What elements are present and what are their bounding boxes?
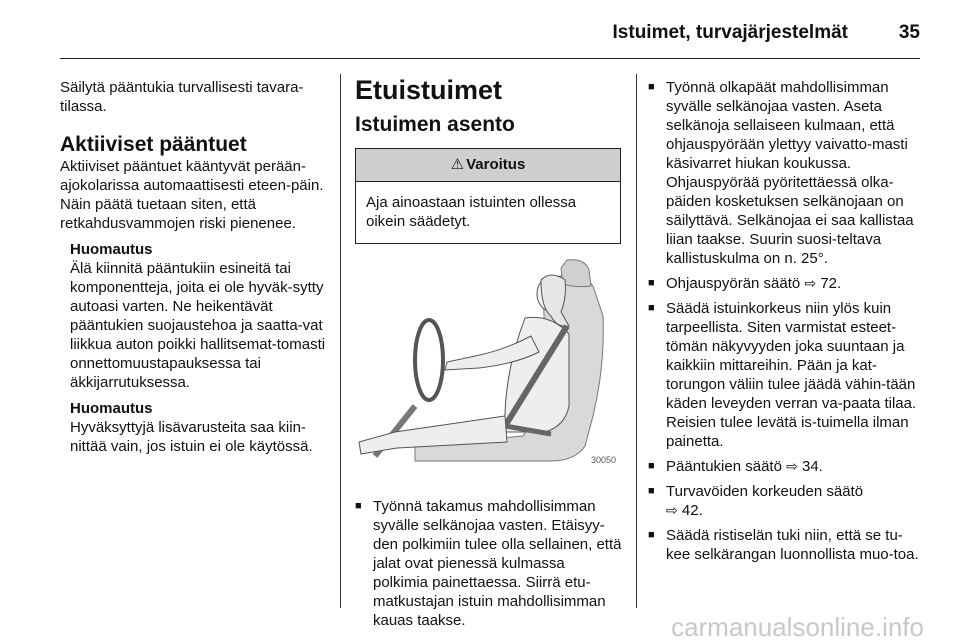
list-item-text: Säädä ristiselän tuki niin, että se tu-kee selkärangan luonnollista muo-toa.	[666, 527, 919, 563]
bullet-icon: ■	[355, 500, 362, 512]
list-item-text: Ohjauspyörän säätö	[666, 275, 801, 292]
subsection-heading: Istuimen asento	[355, 113, 515, 136]
list-item-text: Pääntukien säätö	[666, 458, 782, 475]
page-reference-icon: ⇨	[786, 458, 798, 474]
section-heading: Aktiiviset pääntuet	[60, 133, 247, 156]
note-box	[70, 400, 330, 456]
list-item	[648, 482, 923, 520]
bullet-icon: ■	[648, 81, 655, 93]
note-box	[70, 241, 330, 392]
note-text: Hyväksyttyjä lisävarusteita saa kiin-nittää vain, jos istuin ei ole käytössä.	[70, 419, 313, 455]
intro-paragraph: Säilytä pääntukia turvallisesti tavara-tilassa.	[60, 79, 304, 115]
list-item	[355, 497, 623, 630]
column-middle	[355, 70, 623, 636]
list-item-text: Työnnä takamus mahdollisimman syvälle selkänojaa vasten. Etäisyy-den polkimiin tulee olla sellainen, että jalat ovat pienessä kulmassa polkimia painettaessa. Siirrä etu-matkustajan istuin mahdollisimman kauas taakse.	[373, 498, 622, 629]
page-number: 35	[898, 22, 920, 43]
column-right	[648, 70, 923, 570]
page-header	[60, 14, 920, 59]
warning-header	[356, 149, 620, 182]
bullet-icon: ■	[648, 460, 655, 472]
list-item	[648, 457, 923, 476]
note-title: Huomautus	[70, 400, 153, 417]
page-reference-icon: ⇨	[804, 275, 817, 291]
bullet-icon: ■	[648, 277, 655, 289]
warning-title: Varoitus	[466, 156, 526, 173]
warning-icon: ⚠	[450, 156, 465, 173]
page-reference-icon: ⇨	[666, 502, 678, 518]
section-body: Aktiiviset pääntuet kääntyvät perään-ajokolarissa automaattisesti eteen-päin. Näin päätä tuetaan siten, että retkahdusvammojen riski pienenee.	[60, 158, 324, 232]
note-text: Älä kiinnitä pääntukiin esineitä tai komponentteja, joita ei ole hyväk-sytty autoasi varten. Ne heikentävät pääntukien suojaustehoa ja saatta-vat liikkua auton poikki hallitsemat-tomasti onnettomuustapauksessa tai äkkijarrutuksessa.	[70, 260, 326, 391]
warning-text: Aja ainoastaan istuinten ollessa oikein säädetyt.	[366, 194, 577, 230]
driver-seat-icon	[355, 256, 623, 471]
list-item	[648, 299, 923, 451]
seat-position-illustration	[355, 256, 623, 471]
chapter-heading: Etuistuimet	[355, 75, 503, 105]
page-reference-link[interactable]: 42.	[681, 502, 703, 519]
warning-box	[355, 148, 621, 244]
bullet-icon: ■	[648, 302, 655, 314]
column-divider	[340, 74, 341, 608]
watermark-brand: carmanualsonline.info	[671, 612, 924, 642]
page-reference-link[interactable]: 72.	[820, 275, 842, 292]
list-item-text: Turvavöiden korkeuden säätö	[666, 483, 864, 500]
column-left	[60, 70, 330, 456]
header-title: Istuimet, turvajärjestelmät	[612, 22, 848, 43]
list-item	[648, 526, 923, 564]
page-reference-link[interactable]: 34.	[802, 458, 823, 475]
column-divider	[636, 74, 637, 608]
note-title: Huomautus	[70, 241, 153, 258]
bullet-icon: ■	[648, 529, 655, 541]
list-item-text: Työnnä olkapäät mahdollisimman syvälle selkänojaa vasten. Aseta selkänoja sellaiseen kulmaan, että ohjauspyörään ylettyy vaivatto-masti käsivarret hiukan koukussa. Ohjauspyörää pyöritettäessä olka-päiden kosketuksen selkänojaan on säilyttävä. Selkänojaa ei saa kallistaa liian taakse. Suurin suosi-teltava kallistuskulma on n. 25°.	[666, 79, 914, 267]
list-item	[648, 78, 923, 268]
figure-number: 30050	[591, 455, 617, 465]
list-item-text: Säädä istuinkorkeus niin ylös kuin tarpeellista. Siten varmistat esteet-tömän näkyvyyden joka suuntaan ja kaikkiin mittareihin. Pään ja kat-torungon väliin tulee jäädä vähin-tään käden leveyden verran va-paata tilaa. Reisien tulee levätä is-tuimella ilman painetta.	[666, 300, 917, 450]
bullet-icon: ■	[648, 485, 655, 497]
list-item	[648, 274, 923, 293]
